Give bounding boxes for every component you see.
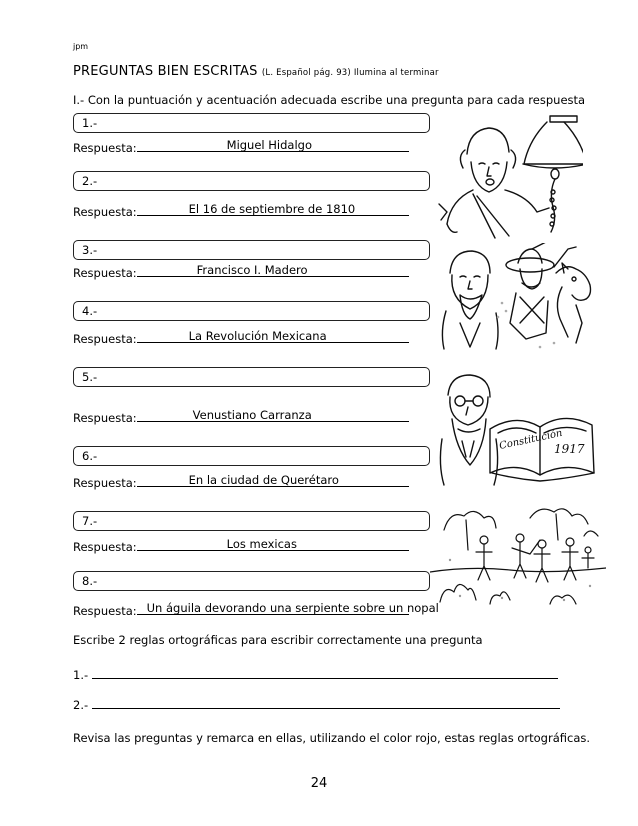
answer-text: Venustiano Carranza — [192, 408, 312, 422]
response-label: Respuesta: — [73, 411, 137, 425]
question-number: 7.- — [82, 514, 98, 528]
response-row-8 — [73, 601, 439, 618]
answer-line — [137, 139, 409, 152]
response-label: Respuesta: — [73, 540, 137, 554]
answer-text: El 16 de septiembre de 1810 — [188, 202, 356, 216]
question-number: 4.- — [82, 304, 98, 318]
page-title — [73, 64, 439, 79]
question-number: 2.- — [82, 174, 98, 188]
carranza-constitution-illustration — [436, 369, 600, 489]
question-number: 3.- — [82, 243, 98, 257]
rule-blank — [92, 667, 558, 679]
response-label: Respuesta: — [73, 332, 137, 346]
question-box-3[interactable] — [73, 240, 430, 260]
answer-text: Un águila devorando una serpiente sobre un nopal — [146, 601, 439, 615]
response-row-2 — [73, 203, 409, 219]
response-row-6 — [73, 474, 409, 490]
answer-text: Los mexicas — [226, 537, 297, 551]
rule-line-2[interactable] — [73, 697, 560, 712]
answer-line — [137, 474, 409, 487]
response-label: Respuesta: — [73, 476, 137, 490]
rules-prompt: Escribe 2 reglas ortográficas para escribir correctamente una pregunta — [73, 633, 483, 647]
answer-text: La Revolución Mexicana — [188, 329, 327, 343]
question-number: 5.- — [82, 370, 98, 384]
response-row-5 — [73, 409, 409, 425]
response-label: Respuesta: — [73, 266, 137, 280]
answer-line — [137, 203, 409, 216]
question-number: 1.- — [82, 116, 98, 130]
answer-text: En la ciudad de Querétaro — [188, 473, 339, 487]
rule-blank — [92, 697, 560, 709]
question-box-4[interactable] — [73, 301, 430, 321]
question-box-1[interactable] — [73, 113, 430, 133]
answer-line — [137, 601, 439, 615]
question-box-2[interactable] — [73, 171, 430, 191]
response-label: Respuesta: — [73, 205, 137, 219]
hidalgo-bell-illustration — [437, 112, 583, 240]
rule-number: 2.- — [73, 698, 89, 712]
mexica-founding-illustration — [430, 500, 606, 608]
question-number: 8.- — [82, 574, 98, 588]
answer-line — [137, 264, 409, 277]
title-note: (L. Español pág. 93) Ilumina al terminar — [261, 68, 439, 78]
rule-number: 1.- — [73, 668, 89, 682]
response-row-7 — [73, 538, 409, 554]
madero-revolution-illustration — [436, 243, 598, 353]
answer-line — [137, 409, 409, 422]
closing-instruction: Revisa las preguntas y remarca en ellas, utilizando el color rojo, estas reglas ortográficas. — [73, 731, 591, 745]
response-label: Respuesta: — [73, 604, 137, 618]
response-label: Respuesta: — [73, 141, 137, 155]
question-box-6[interactable] — [73, 446, 430, 466]
answer-text: Francisco I. Madero — [196, 263, 308, 277]
rule-line-1[interactable] — [73, 667, 558, 682]
page-number: 24 — [310, 776, 328, 791]
response-row-1 — [73, 139, 409, 155]
book-year: 1917 — [554, 442, 585, 456]
response-row-3 — [73, 264, 409, 280]
instruction: I.- Con la puntuación y acentuación adecuada escribe una pregunta para cada respuesta — [73, 93, 586, 107]
question-box-7[interactable] — [73, 511, 430, 531]
answer-line — [137, 538, 409, 551]
answer-line — [137, 330, 409, 343]
question-box-5[interactable] — [73, 367, 430, 387]
book-word: Constitución — [498, 427, 564, 452]
header-initials: jpm — [73, 42, 89, 51]
question-box-8[interactable] — [73, 571, 430, 591]
response-row-4 — [73, 330, 409, 346]
answer-text: Miguel Hidalgo — [226, 138, 312, 152]
question-number: 6.- — [82, 449, 98, 463]
title-main: PREGUNTAS BIEN ESCRITAS — [73, 64, 258, 79]
